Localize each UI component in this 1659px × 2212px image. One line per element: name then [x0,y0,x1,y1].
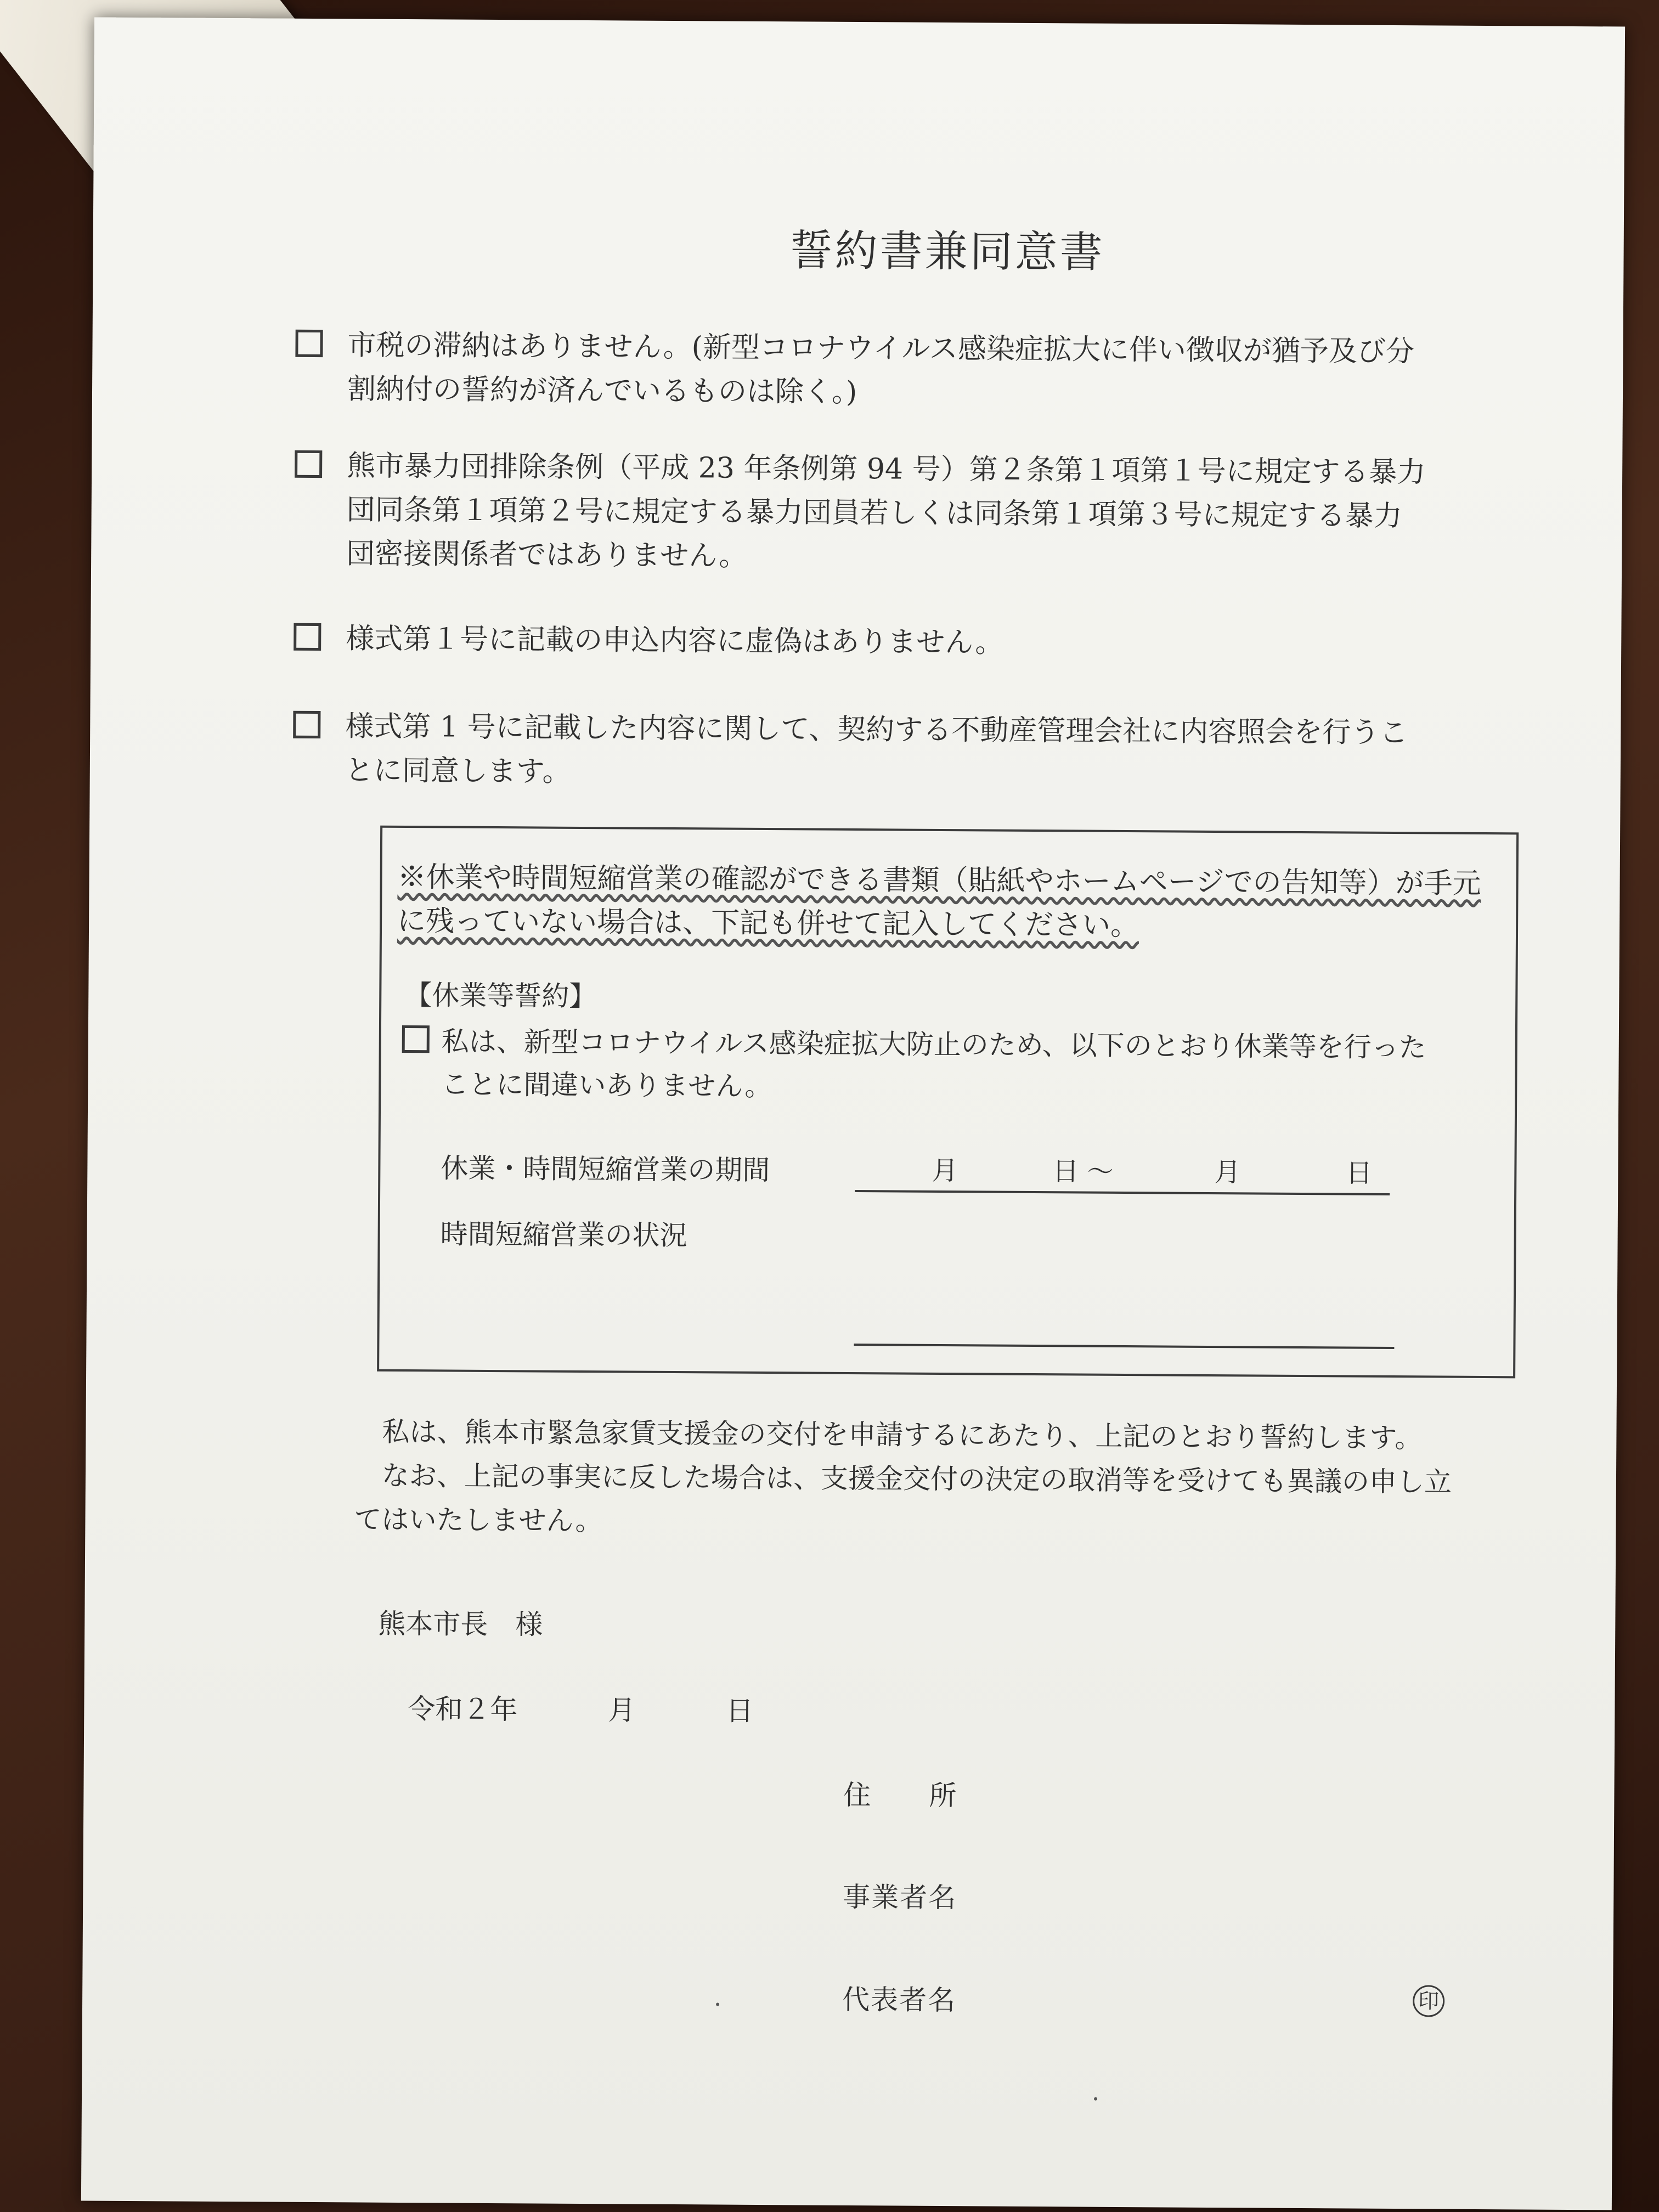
checklist-line: 市税の滞納はありません。(新型コロナウイルス感染症拡大に伴い徴収が猶予及び分 [347,329,1414,369]
closing-line: てはいたしません。 [354,1503,603,1537]
date-day[interactable]: 日 [726,1695,754,1727]
date-month[interactable]: 月 [608,1694,636,1726]
checklist-line: 団同条第１項第２号に規定する暴力団員若しくは同条第１項第３号に規定する暴力 [346,493,1402,533]
checkbox-tax[interactable] [295,330,323,357]
document-page [81,18,1625,2210]
period-start-month: 月 [932,1155,958,1187]
checklist-line: 熊市暴力団排除条例（平成 23 年条例第 94 号）第２条第１項第１号に規定する暴力 [347,449,1426,489]
closing-statement [354,1409,1517,1548]
paper-speck [716,2003,719,2006]
seal-icon: 印 [1413,1985,1444,2017]
representative-label: 代表者名 [842,1983,957,2017]
checkbox-application[interactable] [294,623,321,651]
closing-line: なお、上記の事実に反した場合は、支援金交付の決定の取消等を受けても異議の申し立 [381,1459,1452,1498]
pledge-text [441,1020,1479,1112]
page-title: 誓約書兼同意書 [789,226,1105,278]
pledge-line: ことに間違いありません。 [441,1068,772,1103]
shortened-hours-label: 時間短縮営業の状況 [440,1218,687,1252]
notice-line: に残っていない場合は、下記も併せて記入してください。 [397,904,1139,943]
checklist-line: 様式第 1 号に記載した内容に関して、契約する不動産管理会社に内容照会を行うこ [345,710,1408,750]
date-era: 令和２年 [408,1693,518,1726]
closure-period-field[interactable] [855,1190,1390,1195]
shortened-hours-field[interactable] [854,1344,1394,1349]
checklist-line: 団密接関係者ではありません。 [346,537,748,573]
closure-period-label: 休業・時間短縮営業の期間 [441,1152,770,1187]
closure-notice-box [377,826,1519,1379]
period-end-month: 月 [1214,1157,1241,1188]
checklist-line: とに同意します。 [345,754,571,788]
pledge-heading: 【休業等誓約】 [404,979,597,1013]
checklist-line: 割納付の誓約が済んでいるものは除く。) [347,373,857,409]
notice-line: ※休業や時間短縮営業の確認ができる書類（貼紙やホームページでの告知等）が手元 [397,860,1481,900]
checkbox-inquiry[interactable] [293,711,320,738]
address-label: 住 所 [843,1779,958,1812]
paper-speck [1094,2097,1097,2101]
checklist-line: 様式第１号に記載の申込内容に虚偽はありません。 [346,622,1004,659]
checkbox-closure-pledge[interactable] [402,1025,430,1053]
checkbox-gang[interactable] [295,450,322,478]
period-end-day: 日 [1346,1158,1373,1189]
closing-line: 私は、熊本市緊急家賃支援金の交付を申請するにあたり、上記のとおり誓約します。 [382,1415,1423,1454]
period-start-day: 日 〜 [1052,1156,1114,1187]
addressee: 熊本市長 様 [378,1607,543,1641]
notice-text [397,855,1500,950]
pledge-line: 私は、新型コロナウイルス感染症拡大防止のため、以下のとおり休業等を行った [441,1025,1426,1064]
business-name-label: 事業者名 [843,1881,957,1914]
